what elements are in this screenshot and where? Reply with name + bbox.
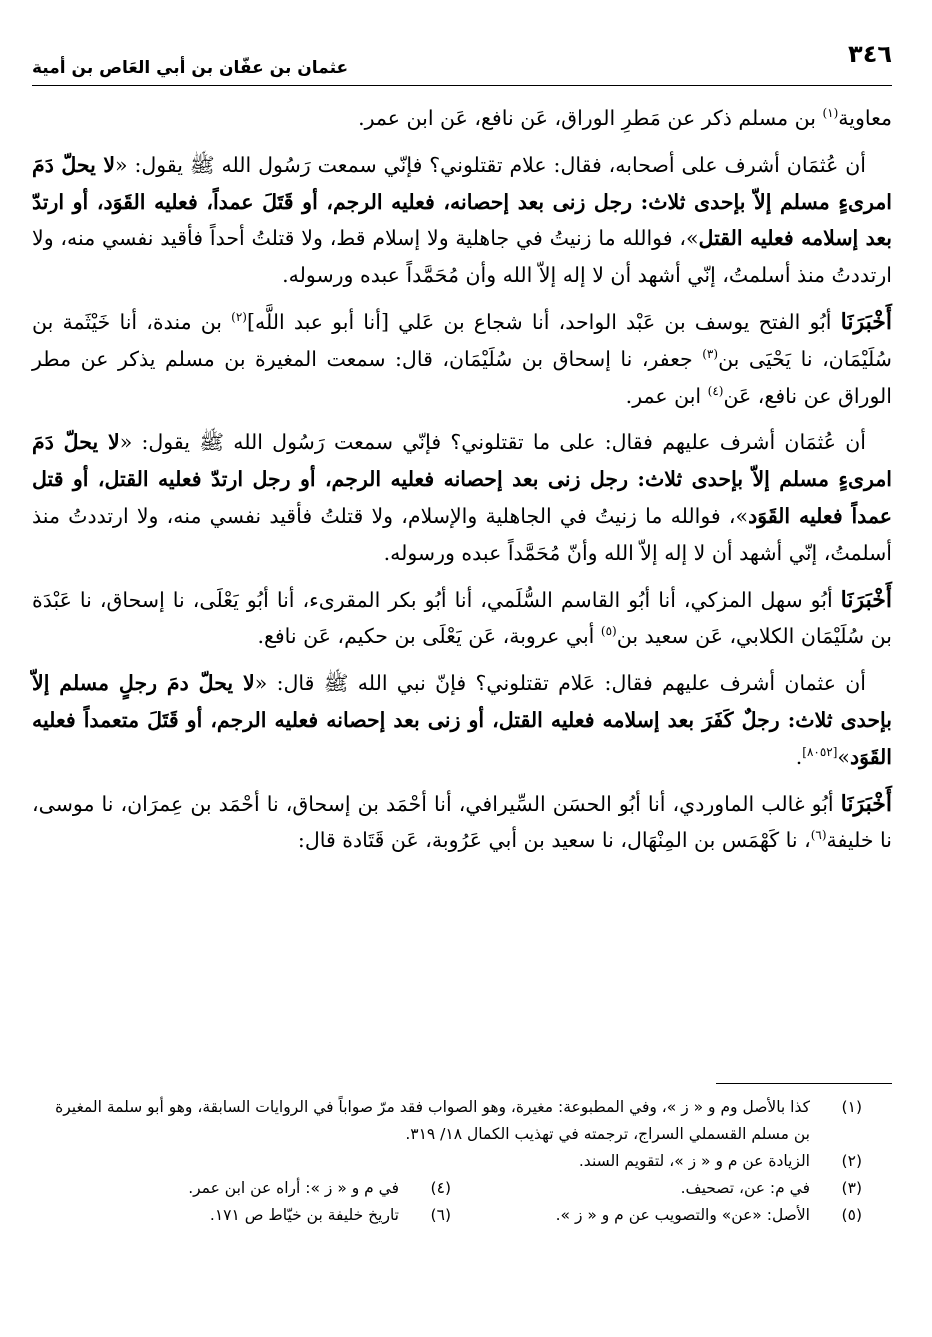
hadith-text: لا يحلّ دَمَ امرىءٍ مسلم إلاّ بإحدى ثلاث: رجل زنى بعد إحصانه، فعليه الرجم، أو قَتَلَ عمداً، فعليه القَوَد، أو ارتدّ بعد إسلامه فعليه القتل <box>32 152 892 251</box>
text-segment: أبُو سهل المزكي، أنا أبُو القاسم السُّلَمي، أنا أبُو بكر المقرىء، أنا أبُو يَعْلَى، نا إسحاق، نا عَبْدَة بن سُلَيْمَان الكلابي، عَن سعيد بن <box>32 587 892 649</box>
text-segment: أن عثمان أشرف عليهم فقال: عَلام تقتلوني؟ فإنّ نبي الله ﷺ قال: « <box>254 671 866 696</box>
text-segment: ابن عمر. <box>625 383 708 408</box>
matn-paragraph <box>32 147 892 294</box>
footnote-3 <box>451 1175 862 1202</box>
isnad-paragraph <box>32 786 892 860</box>
footnote-reference: (٣) <box>702 346 719 361</box>
footnote-row-5-6 <box>40 1202 862 1229</box>
text-segment: أن عُثمَان أشرف على أصحابه، فقال: علام تقتلوني؟ فإنّي سمعت رَسُول الله ﷺ يقول: « <box>115 152 866 177</box>
isnad-paragraph <box>32 582 892 656</box>
isnad-paragraph <box>32 100 892 137</box>
footnote-number: (١) <box>841 1098 862 1116</box>
footnote-number: (٥) <box>841 1206 862 1224</box>
text-segment: » <box>837 744 850 769</box>
text-segment: ، نا كَهْمَس بن المِنْهَال، نا سعيد بن أبي عَرُوبة، عَن قَتَادة قال: <box>297 828 811 853</box>
text-segment: »، فوالله ما زنيتُ في جاهلية ولا إسلام قط، ولا قتلتُ أحداً فأقيد نفسي منه، ولا ارتددتُ منذ أسلمتُ، إنّي أشهد أن لا إله إلاّ الله وأن مُحَمَّداً عبده ورسوله. <box>32 226 892 288</box>
footnote-number: (٣) <box>841 1179 862 1197</box>
footnote-reference: (١) <box>822 106 839 121</box>
text-segment: معاوية <box>838 106 892 130</box>
footnote-text: في م و « ز »: أراه عن ابن عمر. <box>188 1179 399 1197</box>
footnote-text: في م: عن، تصحيف. <box>680 1179 810 1197</box>
text-segment: أبُو غالب الماوردي، أنا أبُو الحسَن السِّيرافي، أنا أحْمَد بن إسحاق، نا أحْمَد بن عِمرَان، نا موسى، نا خليفة <box>32 791 892 853</box>
text-segment: . <box>795 744 803 769</box>
akhbarana-keyword: أَخْبَرَنَا <box>840 308 892 335</box>
text-segment: أبُو الفتح يوسف بن عَبْد الواحد، أنا شجاع بن عَلي [أنا أبو عبد اللَّه] <box>246 309 841 334</box>
akhbarana-keyword: أَخْبَرَنَا <box>840 790 892 817</box>
hadith-text: لا يحلّ دَمَ امرىءٍ مسلم إلاّ بإحدى ثلاث: رجل زنى بعد إحصانه فعليه الرجم، أو رجل ارتدّ فعليه القتل، أو قتل عمداً فعليه القَوَد <box>32 430 892 528</box>
text-segment: بن مندة، أنا خَيْثَمة بن سُلَيْمَان، نا يَحْيَى بن <box>32 309 892 371</box>
footnote-text: الزيادة عن م و « ز »، لتقويم السند. <box>578 1152 810 1170</box>
footnote-reference: (٦) <box>810 828 827 843</box>
footnote-number: (٤) <box>430 1179 451 1197</box>
text-segment: جعفر، نا إسحاق بن سُلَيْمَان، قال: سمعت المغيرة بن مسلم يذكر عن مطر الوراق عن نافع، عَن <box>32 346 892 408</box>
text-segment: بن مسلم ذكر عن مَطرِ الوراق، عَن نافع، عَن ابن عمر. <box>358 106 823 130</box>
matn-paragraph <box>32 424 892 571</box>
footnote-4 <box>40 1175 451 1202</box>
footnote-1 <box>40 1094 862 1148</box>
footnotes <box>40 1094 862 1229</box>
footnote-6 <box>40 1202 451 1229</box>
header-rule <box>32 85 892 86</box>
footnote-reference: (٢) <box>231 310 247 325</box>
text-segment: »، فوالله ما زنيتُ في الجاهلية والإسلام، ولا قتلتُ فأقيد نفسي منه، ولا ارتددتُ منذ أسلمتُ، إنّي أشهد أن لا إله إلاّ الله وأنّ مُحَمَّداً عبده ورسوله. <box>32 503 892 565</box>
footnote-number: (٦) <box>430 1206 451 1224</box>
running-title: عثمان بن عفّان بن أبي العَاص بن أمية <box>32 58 349 78</box>
footnote-text: كذا بالأصل وم و « ز »، وفي المطبوعة: مغيرة، وهو الصواب فقد مرّ صواباً في الروايات السابقة، وهو أبو سلمة المغيرة بن مسلم القسملي السراج، ترجمته في تهذيب الكمال ١٨/ ٣١٩. <box>55 1098 810 1143</box>
page-header <box>32 36 892 84</box>
hadith-text: لا يحلّ دمَ رجلٍ مسلم إلاّ بإحدى ثلاث: رجلٌ كَفَرَ بعد إسلامه فعليه القتل، أو زنى بعد إحصانه فعليه الرجم، أو قَتَلَ متعمداً فعليه القَوَد <box>32 671 892 769</box>
footnote-text: الأصل: «عن» والتصويب عن م و « ز ». <box>555 1206 810 1224</box>
text-segment: أن عُثمَان أشرف عليهم فقال: على ما تقتلوني؟ فإنّي سمعت رَسُول الله ﷺ يقول: « <box>119 430 866 455</box>
footnote-reference: (٥) <box>600 624 617 639</box>
footnote-rule <box>716 1083 892 1084</box>
footnote-row-3-4 <box>40 1175 862 1202</box>
akhbarana-keyword: أَخْبَرَنَا <box>840 586 892 613</box>
isnad-paragraph <box>32 304 892 414</box>
footnote-reference: (٤) <box>707 383 724 398</box>
footnote-reference: [٨٠٥٢] <box>802 744 838 759</box>
page-number: ٣٤٦ <box>848 40 892 68</box>
matn-paragraph <box>32 665 892 775</box>
footnote-text: تاريخ خليفة بن خيّاط ص ١٧١. <box>209 1206 399 1224</box>
main-text <box>32 100 892 869</box>
footnote-number: (٢) <box>841 1152 862 1170</box>
text-segment: أبي عروبة، عَن يَعْلَى بن حكيم، عَن نافع. <box>257 624 601 649</box>
footnote-2 <box>40 1148 862 1175</box>
footnote-5 <box>451 1202 862 1229</box>
